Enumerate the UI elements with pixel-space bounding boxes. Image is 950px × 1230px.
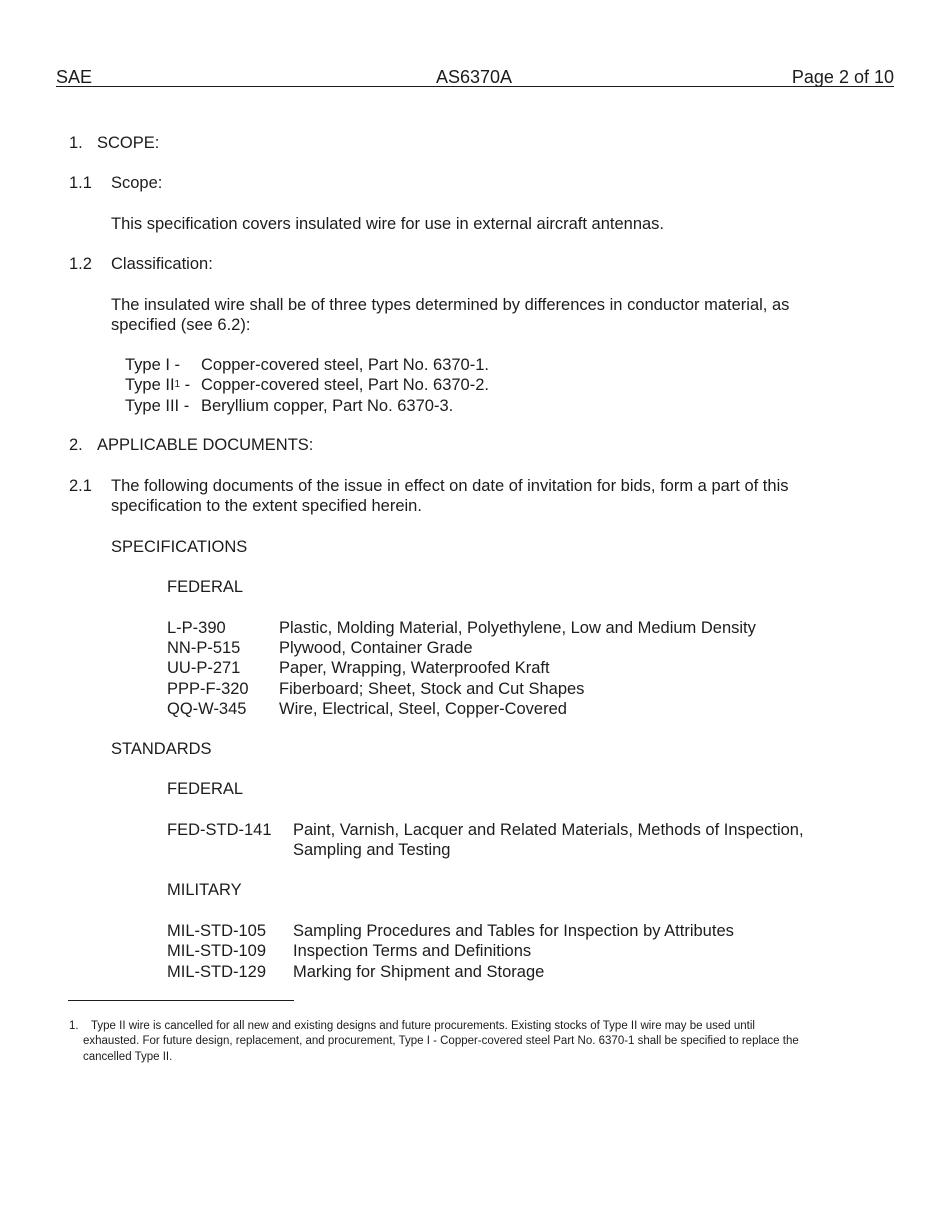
section-1-2-number: 1.2 [69, 255, 92, 273]
spec-code: QQ-W-345 [167, 700, 247, 718]
standards-heading: STANDARDS [111, 740, 212, 758]
footnote-marker: 1 [174, 379, 181, 390]
type-label: Type $II^1$ - [125, 376, 191, 394]
section-1-1-number: 1.1 [69, 174, 92, 192]
std-code: FED-STD-141 [167, 821, 272, 839]
header-left: SAE [56, 67, 93, 87]
type-label: Type III - [125, 397, 190, 415]
spec-title: Plastic, Molding Material, Polyethylene, Low and Medium Density [279, 619, 756, 637]
spec-title: Plywood, Container Grade [279, 639, 473, 657]
spec-code: NN-P-515 [167, 639, 241, 657]
std-title-line1: Paint, Varnish, Lacquer and Related Materials, Methods of Inspection, [293, 821, 804, 839]
spec-title: Fiberboard; Sheet, Stock and Cut Shapes [279, 680, 585, 698]
section-1-1-text: This specification covers insulated wire for use in external aircraft antennas. [111, 215, 665, 233]
std-code: MIL-STD-109 [167, 942, 267, 960]
spec-title: Wire, Electrical, Steel, Copper-Covered [279, 700, 567, 718]
standards-military-heading: MILITARY [167, 881, 242, 899]
specifications-federal-heading: FEDERAL [167, 578, 244, 596]
section-1-2-text-line1: The insulated wire shall be of three types determined by differences in conductor material, as [111, 296, 790, 314]
spec-code: PPP-F-320 [167, 680, 249, 698]
header-rule [56, 86, 894, 87]
type-label: Type I - [125, 356, 181, 374]
footnote-line2: exhausted. For future design, replacement, and procurement, Type I - Copper-covered steel Part No. 6370-1 shall be specified to replace the [83, 1035, 799, 1047]
standards-federal-heading: FEDERAL [167, 780, 244, 798]
type-description: Beryllium copper, Part No. 6370-3. [201, 397, 454, 415]
specifications-heading: SPECIFICATIONS [111, 538, 248, 556]
std-code: MIL-STD-129 [167, 963, 267, 981]
type-description: Copper-covered steel, Part No. 6370-2. [201, 376, 489, 394]
section-2-1-text-line1: The following documents of the issue in effect on date of invitation for bids, form a part of this [111, 477, 789, 495]
section-1-title: SCOPE: [97, 134, 160, 152]
std-code: MIL-STD-105 [167, 922, 267, 940]
section-1-2-text-line2: specified (see 6.2): [111, 316, 251, 334]
std-title: Inspection Terms and Definitions [293, 942, 532, 960]
footnote-rule [68, 1000, 294, 1001]
header-page-number: Page 2 of 10 [791, 67, 894, 87]
section-2-title: APPLICABLE DOCUMENTS: [97, 436, 314, 454]
std-title: Sampling Procedures and Tables for Inspection by Attributes [293, 922, 734, 940]
spec-title: Paper, Wrapping, Waterproofed Kraft [279, 659, 550, 677]
footnote-line1: Type II wire is cancelled for all new and existing designs and future procurements. Existing stocks of Type II wire may be used until [91, 1020, 755, 1032]
section-1-1-title: Scope: [111, 174, 163, 192]
spec-code: UU-P-271 [167, 659, 241, 677]
section-1-number: 1. [69, 134, 83, 152]
footnote-line3: cancelled Type II. [83, 1051, 173, 1063]
spec-code: L-P-390 [167, 619, 226, 637]
section-2-1-text-line2: specification to the extent specified herein. [111, 497, 422, 515]
section-2-number: 2. [69, 436, 83, 454]
std-title: Marking for Shipment and Storage [293, 963, 545, 981]
section-2-1-number: 2.1 [69, 477, 92, 495]
std-title-line2: Sampling and Testing [293, 841, 451, 859]
section-1-2-title: Classification: [111, 255, 213, 273]
header-document-number: AS6370A [436, 67, 513, 87]
footnote-number: 1. [69, 1020, 79, 1032]
type-description: Copper-covered steel, Part No. 6370-1. [201, 356, 489, 374]
